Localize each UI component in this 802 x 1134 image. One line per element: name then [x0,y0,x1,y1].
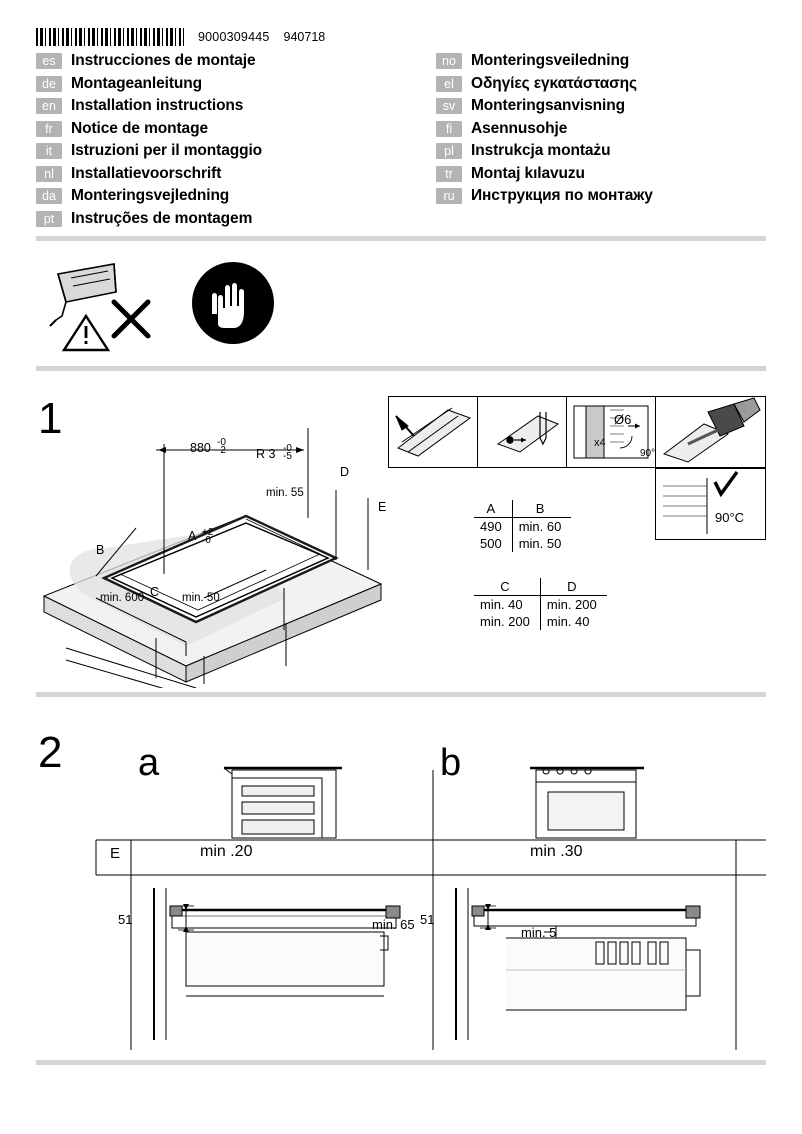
step2-a-min-65: min. 65 [372,917,415,932]
language-column-left [36,50,262,230]
language-title: Montaj kılavuzu [471,164,585,182]
gloves-icon-background [192,262,274,344]
language-title: Notice de montage [71,119,208,137]
warning-triangle-icon [64,316,108,350]
language-row [436,118,653,141]
language-row [36,95,262,118]
document-number: 940718 [283,30,326,44]
table-ab-cell: 500 [480,536,502,551]
language-title: Installatievoorschrift [71,164,222,182]
dim-min600: min. 600 [100,592,145,604]
table-cd-cell: min. 40 [540,613,606,630]
language-title: Asennusohje [471,119,568,137]
language-code: fi [436,121,462,137]
language-title: Montageanleitung [71,74,203,92]
language-code: es [36,53,62,69]
step2-a-height-51: 51 [118,912,133,927]
language-code: nl [36,166,62,182]
language-row [436,95,653,118]
language-code: no [436,53,462,69]
language-row [36,208,262,231]
table-ab-cell: min. 50 [512,535,571,552]
svg-text:x4: x4 [594,437,606,449]
no-silicone-icon [36,258,336,354]
divider [36,236,766,241]
step2-row-label-e: E [110,845,121,862]
dim-width-tol-bottom: -2 [217,445,226,456]
dim-letter-a: A [188,529,197,543]
language-row [36,73,262,96]
language-row [36,140,262,163]
table-c-d [474,578,607,630]
svg-text:90°: 90° [640,448,656,459]
gloves-icon [192,262,274,344]
language-row [436,163,653,186]
divider [36,366,766,371]
table-cd-cell: min. 200 [480,614,530,629]
language-row [436,185,653,208]
step2-installation-diagram [36,760,766,1050]
dim-letter-e: E [378,500,387,514]
barcode-row [36,28,325,46]
dim-min55: min. 55 [266,487,304,499]
language-code: pl [436,143,462,159]
dim-width-tol-top: -0 [217,437,226,448]
dim-letter-c: C [150,585,160,599]
dim-min50: min. 50 [182,592,220,604]
language-title: Monteringsanvisning [471,97,625,115]
language-code: it [36,143,62,159]
language-title: Installation instructions [71,97,244,115]
barcode-image [36,28,184,46]
language-row [436,140,653,163]
dim-radius-tol-top: -0 [283,443,292,454]
language-code: ru [436,188,462,204]
svg-text:90°C: 90°C [715,510,745,525]
language-code: da [36,188,62,204]
step2-variant-b-label: b [440,742,462,784]
language-title: Monteringsveiledning [471,52,630,70]
dim-a-tol-bottom: -0 [202,535,211,546]
step1-detail-row-top [388,396,766,468]
dim-a-tol-top: +2 [202,527,214,538]
language-title: Инструкция по монтажу [471,187,653,205]
divider [36,1060,766,1065]
language-code: de [36,76,62,92]
language-row [36,185,262,208]
language-title: Instrukcja montażu [471,142,611,160]
language-title: Monteringsvejledning [71,187,230,205]
step-2-number: 2 [38,728,63,777]
step-1-number: 1 [38,394,63,443]
step1-detail-temperature [655,468,766,540]
language-code: sv [436,98,462,114]
step2-variant-a-label: a [138,742,160,784]
dim-letter-b: B [96,543,105,557]
table-ab-header-b: B [512,500,571,518]
language-title: Οδηγίες εγκατάστασης [471,74,637,92]
table-ab-header-a: A [486,501,496,516]
table-cd-header-c: C [500,579,510,594]
barcode-number: 9000309445 [198,30,270,44]
step1-worktop-cutout-diagram [36,398,386,688]
divider [36,692,766,697]
language-code: tr [436,166,462,182]
language-code: el [436,76,462,92]
language-row [36,118,262,141]
step2-min-5: min. 5 [521,925,557,940]
language-code: fr [36,121,62,137]
table-ab-cell: min. 60 [512,518,571,535]
language-title: Instruções de montagem [71,209,253,227]
language-title: Istruzioni per il montaggio [71,142,263,160]
step2-b-height-51: 51 [420,912,435,927]
language-row [436,50,653,73]
safety-icons [36,258,766,354]
dim-radius: R 3 [256,447,276,461]
table-cd-cell: min. 40 [480,597,523,612]
step2-a-min-clearance: min .20 [200,843,253,860]
table-cd-header-d: D [540,578,606,596]
svg-text:Ø6: Ø6 [614,412,632,427]
language-code: pt [36,211,62,227]
language-title: Instrucciones de montaje [71,52,256,70]
table-a-b [474,500,571,552]
dim-width: 880 [190,441,211,455]
step2-b-min-clearance: min .30 [530,843,583,860]
language-column-right [436,50,653,208]
table-cd-cell: min. 200 [540,596,606,613]
language-row [36,163,262,186]
dim-letter-d: D [340,465,350,479]
table-ab-cell: 490 [480,519,502,534]
dim-radius-tol-bottom: -5 [283,451,292,462]
language-code: en [36,98,62,114]
language-row [436,73,653,96]
language-row [36,50,262,73]
